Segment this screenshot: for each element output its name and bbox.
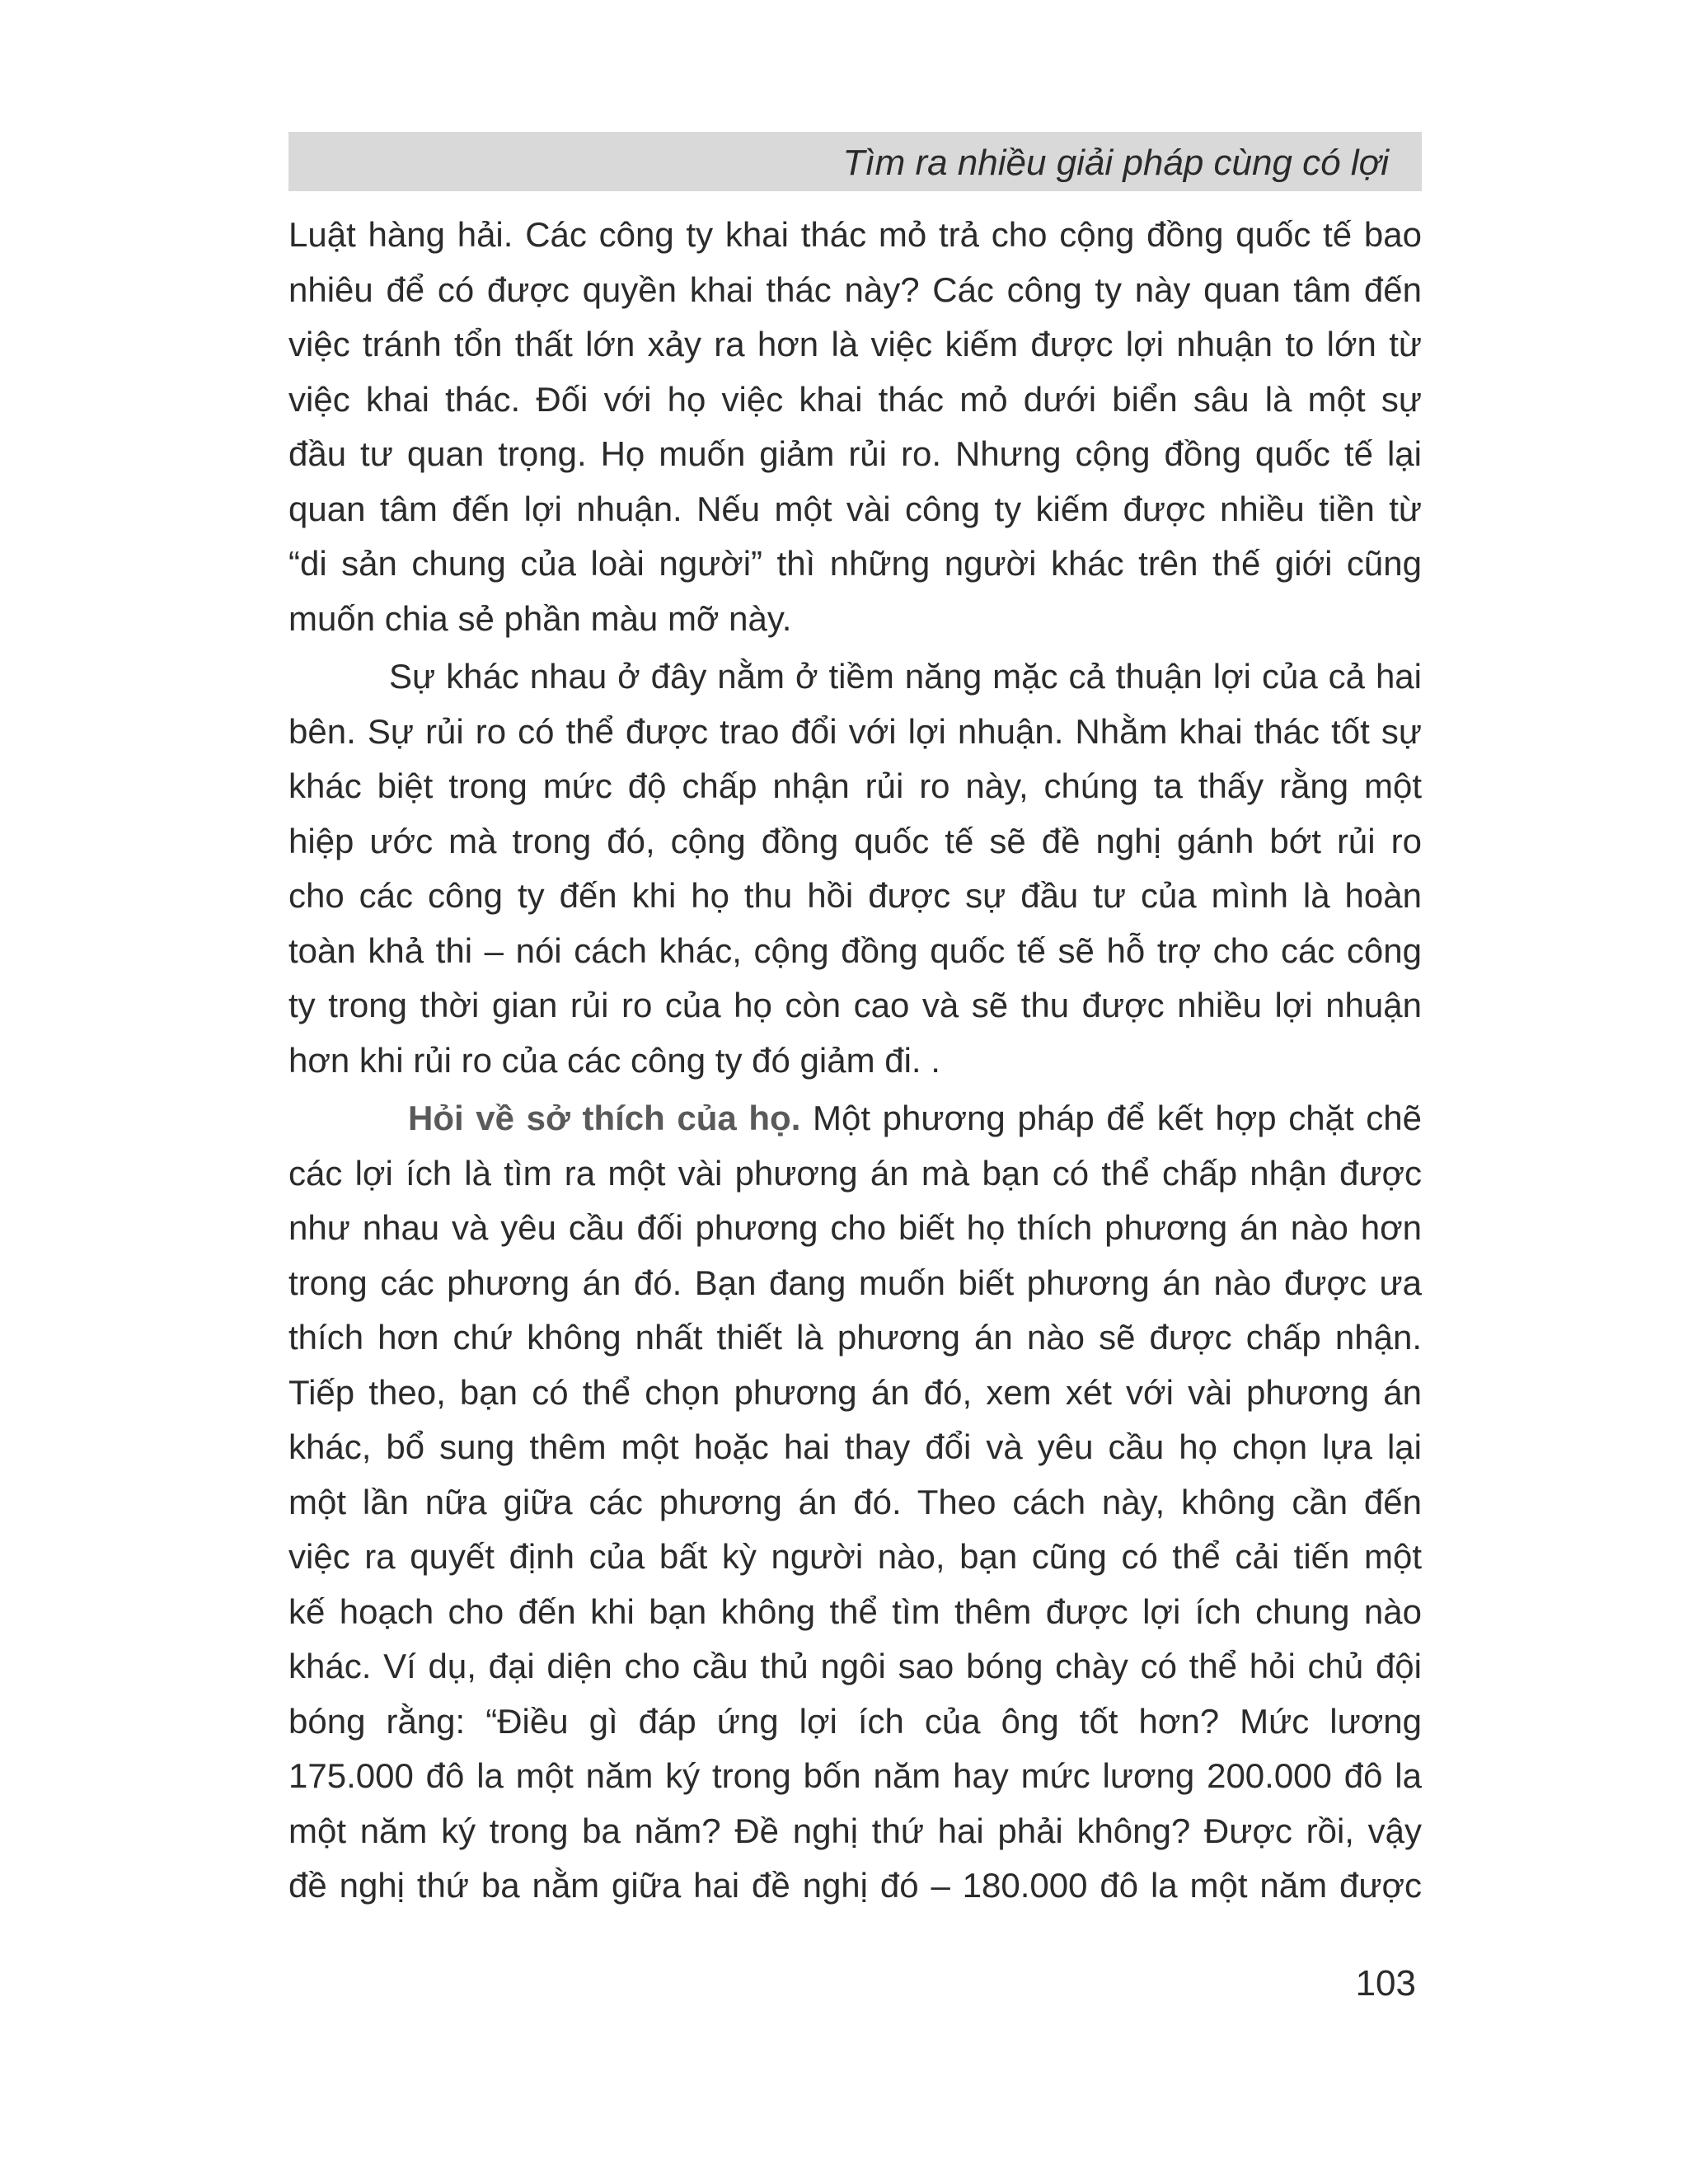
text-line: cho các công ty đến khi họ thu hồi được sự đầu tư của mình là hoàn (288, 876, 1422, 915)
body-text (288, 208, 1422, 1914)
text-line: đầu tư quan trọng. Họ muốn giảm rủi ro. Nhưng cộng đồng quốc tế lại (288, 434, 1422, 473)
text-line: một lần nữa giữa các phương án đó. Theo cách này, không cần đến (288, 1482, 1422, 1521)
text-line: “di sản chung của loài người” thì những người khác trên thế giới cũng (288, 544, 1422, 583)
text-line: Tiếp theo, bạn có thể chọn phương án đó, xem xét với vài phương án (288, 1372, 1422, 1412)
text-line: thích hơn chứ không nhất thiết là phương án nào sẽ được chấp nhận. (288, 1318, 1422, 1357)
text-line: một năm ký trong ba năm? Đề nghị thứ hai phải không? Được rồi, vậy (288, 1811, 1422, 1850)
text-line: ty trong thời gian rủi ro của họ còn cao và sẽ thu được nhiều lợi nhuận (288, 986, 1422, 1024)
text-line: khác biệt trong mức độ chấp nhận rủi ro này, chúng ta thấy rằng một (288, 766, 1422, 805)
running-header (288, 132, 1422, 191)
text-line: bên. Sự rủi ro có thể được trao đổi với lợi nhuận. Nhằm khai thác tốt sự (288, 711, 1422, 751)
text-line: hơn khi rủi ro của các công ty đó giảm đi. . (288, 1040, 940, 1080)
text-span: Một phương pháp để kết hợp chặt chẽ (800, 1099, 1422, 1137)
text-line: việc khai thác. Đối với họ việc khai thác mỏ dưới biển sâu là một sự (288, 379, 1422, 419)
text-line: trong các phương án đó. Bạn đang muốn biết phương án nào được ưa (288, 1263, 1422, 1302)
text-line: Luật hàng hải. Các công ty khai thác mỏ trả cho cộng đồng quốc tế bao (288, 215, 1422, 254)
text-line: Sự khác nhau ở đây nằm ở tiềm năng mặc cả thuận lợi của cả hai (389, 657, 1422, 696)
running-header-title: Tìm ra nhiều giải pháp cùng có lợi (842, 143, 1389, 183)
paragraph-1 (288, 208, 1422, 646)
text-line: quan tâm đến lợi nhuận. Nếu một vài công ty kiếm được nhiều tiền từ (288, 489, 1422, 528)
text-line: đề nghị thứ ba nằm giữa hai đề nghị đó – 180.000 đô la một năm được (288, 1866, 1422, 1905)
text-line: khác. Ví dụ, đại diện cho cầu thủ ngôi sao bóng chày có thể hỏi chủ đội (288, 1647, 1422, 1685)
paragraph-lead-heading: Hỏi về sở thích của họ. (408, 1099, 801, 1137)
paragraph-2 (288, 649, 1422, 1088)
text-line: kế hoạch cho đến khi bạn không thể tìm thêm được lợi ích chung nào (288, 1591, 1422, 1631)
text-line: bóng rằng: “Điều gì đáp ứng lợi ích của ông tốt hơn? Mức lương (288, 1701, 1422, 1741)
text-line (288, 1091, 1422, 1146)
text-line: 175.000 đô la một năm ký trong bốn năm hay mức lương 200.000 đô la (288, 1756, 1422, 1795)
text-line: nhiêu để có được quyền khai thác này? Các công ty này quan tâm đến (288, 269, 1422, 309)
text-line: như nhau và yêu cầu đối phương cho biết họ thích phương án nào hơn (288, 1208, 1422, 1247)
text-line: khác, bổ sung thêm một hoặc hai thay đổi và yêu cầu họ chọn lựa lại (288, 1427, 1422, 1466)
text-line: việc ra quyết định của bất kỳ người nào, bạn cũng có thể cải tiến một (288, 1537, 1422, 1576)
page-number: 103 (1355, 1963, 1416, 2004)
paragraph-3 (288, 1091, 1422, 1914)
text-line: các lợi ích là tìm ra một vài phương án mà bạn có thể chấp nhận được (288, 1153, 1422, 1193)
text-line: muốn chia sẻ phần màu mỡ này. (288, 598, 792, 638)
text-line: toàn khả thi – nói cách khác, cộng đồng quốc tế sẽ hỗ trợ cho các công (288, 930, 1422, 970)
text-line: hiệp ước mà trong đó, cộng đồng quốc tế sẽ đề nghị gánh bớt rủi ro (288, 821, 1422, 860)
text-line: việc tránh tổn thất lớn xảy ra hơn là việc kiếm được lợi nhuận to lớn từ (288, 325, 1422, 363)
